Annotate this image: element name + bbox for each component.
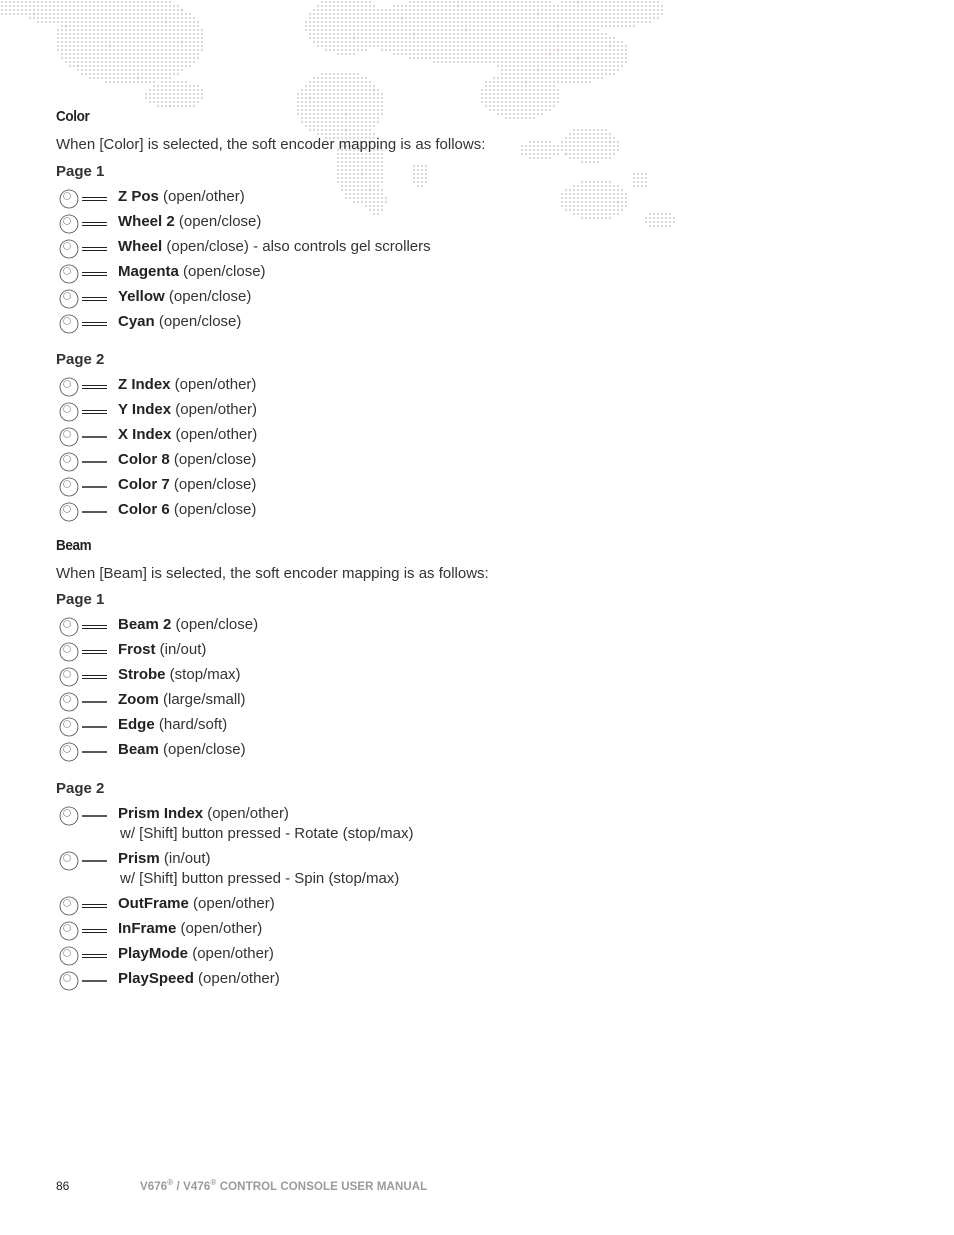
parameter-range: (open/other) [171, 426, 258, 443]
parameter-range: (open/other) [158, 188, 245, 205]
encoder-mapping-text [118, 450, 256, 470]
encoder-mapping-text [118, 715, 227, 735]
parameter-range: (open/close) - also controls gel scrollers [162, 238, 431, 255]
shift-function-note: w/ [Shift] button pressed - Rotate (stop/max) [120, 825, 414, 842]
encoder-mapping-text [118, 740, 246, 760]
soft-encoder-knob-icon [59, 921, 109, 941]
parameter-name: Color 7 [118, 476, 170, 493]
soft-encoder-knob-icon [59, 377, 109, 397]
soft-encoder-knob-icon [59, 477, 109, 497]
parameter-name: Y Index [118, 401, 172, 418]
soft-encoder-knob-icon [59, 971, 109, 991]
parameter-range: (open/other) [170, 376, 257, 393]
encoder-mapping-text [118, 237, 431, 257]
soft-encoder-knob-icon [59, 314, 109, 334]
parameter-name: Wheel 2 [118, 213, 175, 230]
parameter-name: Color 6 [118, 501, 170, 518]
soft-encoder-knob-icon [59, 617, 109, 637]
parameter-name: Wheel [118, 238, 163, 255]
parameter-range: (open/close) [171, 616, 259, 633]
parameter-range: (open/close) [154, 313, 242, 330]
parameter-name: Frost [118, 641, 156, 658]
parameter-range: (open/other) [188, 895, 275, 912]
parameter-name: Beam 2 [118, 616, 172, 633]
soft-encoder-knob-icon [59, 667, 109, 687]
encoder-mapping-text [118, 665, 241, 685]
soft-encoder-knob-icon [59, 642, 109, 662]
parameter-name: Prism [118, 850, 160, 867]
soft-encoder-knob-icon [59, 427, 109, 447]
encoder-mapping-text [118, 690, 246, 710]
parameter-range: (in/out) [155, 641, 207, 658]
soft-encoder-knob-icon [59, 946, 109, 966]
encoder-mapping-text [118, 640, 206, 660]
page-label: Page 2 [56, 351, 105, 368]
soft-encoder-knob-icon [59, 402, 109, 422]
parameter-name: Strobe [118, 666, 166, 683]
parameter-range: (open/close) [158, 741, 246, 758]
encoder-mapping-text [118, 400, 257, 420]
soft-encoder-knob-icon [59, 239, 109, 259]
parameter-name: PlaySpeed [118, 970, 194, 987]
parameter-range: (open/other) [176, 920, 263, 937]
parameter-name: OutFrame [118, 895, 189, 912]
soft-encoder-knob-icon [59, 851, 109, 871]
parameter-range: (open/close) [164, 288, 252, 305]
parameter-range: (in/out) [159, 850, 211, 867]
parameter-range: (hard/soft) [154, 716, 228, 733]
encoder-mapping-text [118, 919, 262, 939]
soft-encoder-knob-icon [59, 717, 109, 737]
parameter-name: Prism Index [118, 805, 204, 822]
soft-encoder-knob-icon [59, 692, 109, 712]
page-label: Page 2 [56, 780, 105, 797]
parameter-range: (open/other) [171, 401, 257, 418]
parameter-name: Z Pos [118, 188, 159, 205]
parameter-range: (open/close) [178, 263, 266, 280]
page-label: Page 1 [56, 591, 105, 608]
encoder-mapping-text [118, 375, 256, 395]
parameter-range: (open/close) [169, 476, 257, 493]
soft-encoder-knob-icon [59, 264, 109, 284]
encoder-mapping-text [118, 475, 256, 495]
page-number: 86 [56, 1179, 70, 1193]
encoder-mapping-text [118, 849, 211, 869]
encoder-mapping-text [118, 500, 256, 520]
parameter-name: X Index [118, 426, 172, 443]
parameter-name: PlayMode [118, 945, 189, 962]
parameter-range: (open/other) [193, 970, 280, 987]
soft-encoder-knob-icon [59, 289, 109, 309]
encoder-mapping-text [118, 944, 274, 964]
encoder-mapping-text [118, 187, 245, 207]
parameter-name: Z Index [118, 376, 171, 393]
parameter-name: Magenta [118, 263, 179, 280]
encoder-mapping-text [118, 894, 275, 914]
soft-encoder-knob-icon [59, 806, 109, 826]
shift-function-note: w/ [Shift] button pressed - Spin (stop/max) [120, 870, 400, 887]
parameter-range: (open/other) [188, 945, 274, 962]
encoder-mapping-text [118, 615, 258, 635]
world-map-dot-background [0, 0, 700, 250]
section-title-color: Color [56, 108, 90, 125]
section-intro-color: When [Color] is selected, the soft encoder mapping is as follows: [56, 136, 486, 153]
parameter-range: (open/other) [203, 805, 289, 822]
encoder-mapping-text [118, 262, 266, 282]
soft-encoder-knob-icon [59, 742, 109, 762]
parameter-name: InFrame [118, 920, 177, 937]
parameter-name: Beam [118, 741, 159, 758]
parameter-name: Cyan [118, 313, 155, 330]
encoder-mapping-text [118, 804, 289, 824]
manual-footer-title: V676® / V476® CONTROL CONSOLE USER MANUAL [140, 1178, 428, 1193]
encoder-mapping-text [118, 969, 280, 989]
parameter-range: (open/close) [174, 213, 262, 230]
parameter-range: (large/small) [158, 691, 246, 708]
parameter-name: Yellow [118, 288, 165, 305]
encoder-mapping-text [118, 212, 261, 232]
encoder-mapping-text [118, 312, 241, 332]
encoder-mapping-text [118, 287, 251, 307]
encoder-mapping-text [118, 425, 257, 445]
page-label: Page 1 [56, 163, 105, 180]
section-title-beam: Beam [56, 537, 92, 554]
soft-encoder-knob-icon [59, 896, 109, 916]
section-intro-beam: When [Beam] is selected, the soft encoder mapping is as follows: [56, 565, 489, 582]
soft-encoder-knob-icon [59, 502, 109, 522]
parameter-range: (open/close) [169, 501, 257, 518]
parameter-range: (stop/max) [165, 666, 241, 683]
soft-encoder-knob-icon [59, 189, 109, 209]
soft-encoder-knob-icon [59, 452, 109, 472]
parameter-range: (open/close) [169, 451, 257, 468]
parameter-name: Zoom [118, 691, 159, 708]
soft-encoder-knob-icon [59, 214, 109, 234]
parameter-name: Color 8 [118, 451, 170, 468]
parameter-name: Edge [118, 716, 155, 733]
